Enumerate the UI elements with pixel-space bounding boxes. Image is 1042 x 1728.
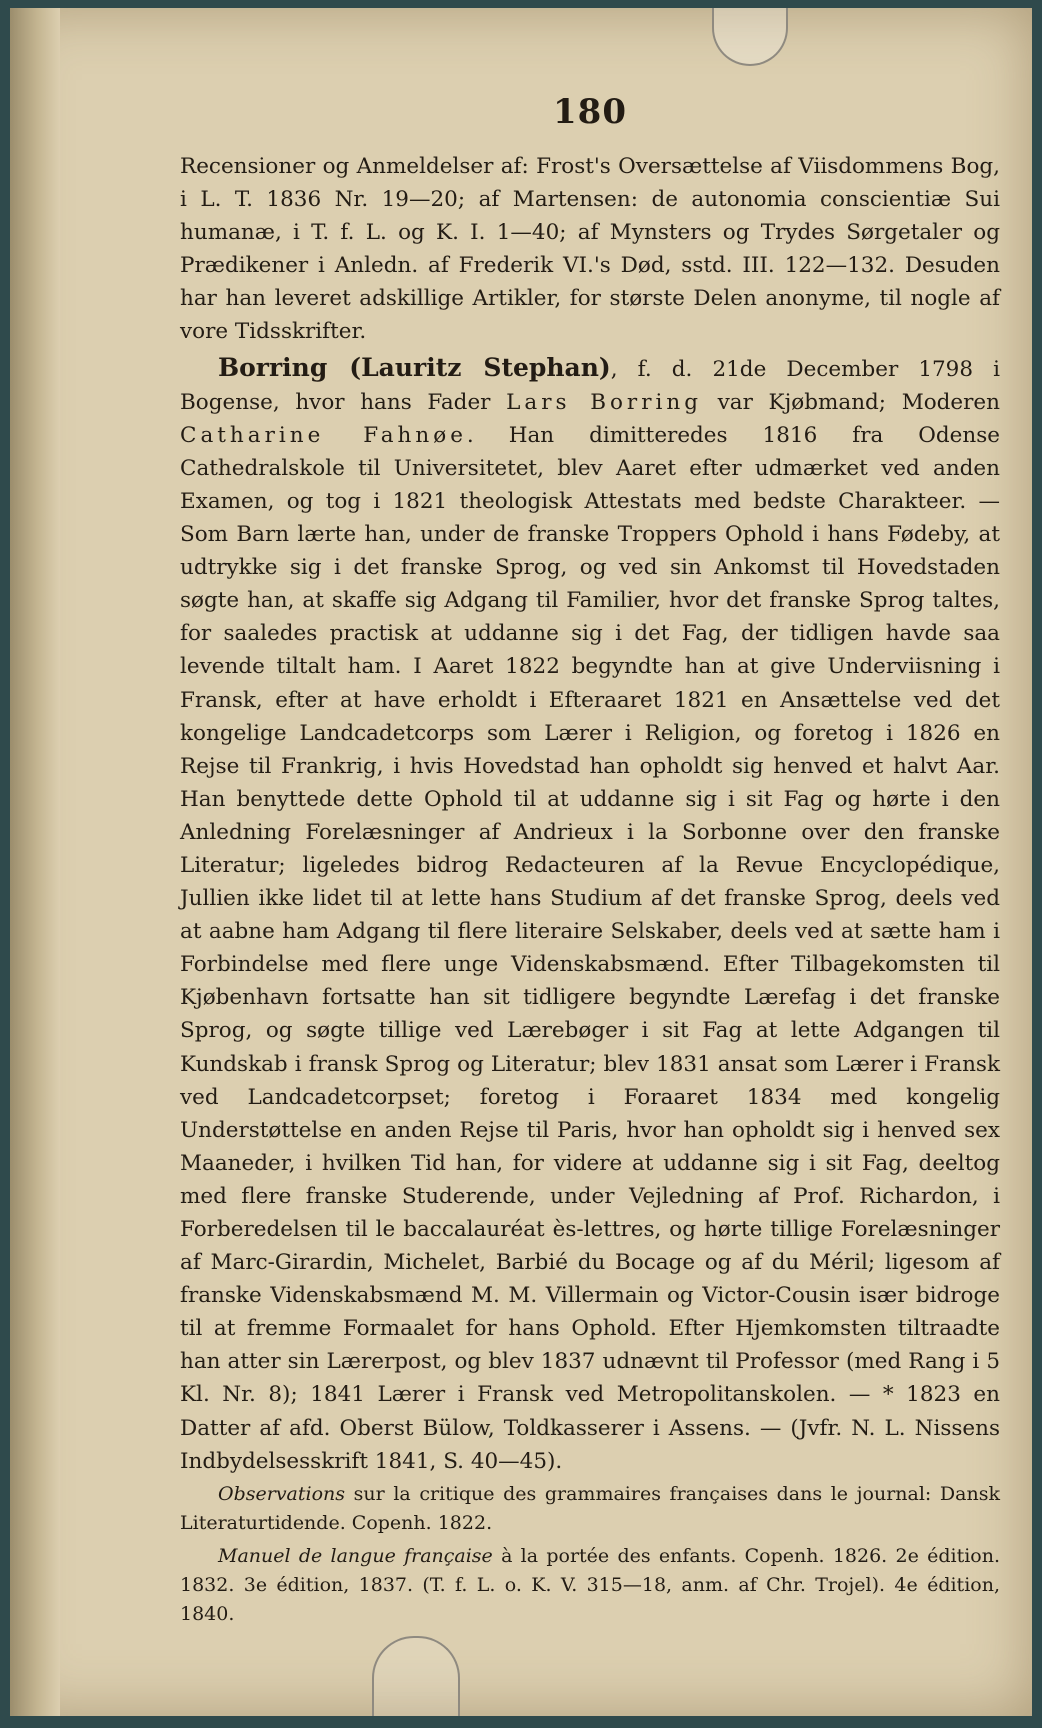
- work-title: Observations: [218, 1482, 346, 1505]
- work-details: sur la critique des grammaires françaises dans le journal: Dansk Literaturtidende. Copenh. 1822.: [180, 1482, 1000, 1534]
- page-number: 180: [553, 92, 627, 132]
- biography-entry: [180, 351, 1000, 1478]
- intro-paragraph: Recensioner og Anmeldelser af: Frost's Oversættelse af Viisdommens Bog, i L. T. 1836 Nr. 19—20; af Martensen: de autonomia conscientiæ Sui humanæ, i T. f. L. og K. I. 1—40; af Mynsters og Trydes Sørgetaler og Prædikener i Anledn. af Frederik VI.'s Død, sstd. III. 122—132. Desuden har han leveret adskillige Artikler, for største Delen anonyme, til nogle af vore Tidsskrifter.: [180, 154, 1000, 345]
- entry-mother-name: Catharine Fahnøe: [180, 422, 467, 448]
- book-spine-shadow: [10, 8, 60, 1716]
- book-page: [10, 8, 1032, 1716]
- work-title: Manuel de langue française: [218, 1544, 493, 1567]
- entry-headword: Borring (Lauritz Stephan): [218, 352, 611, 382]
- page-content: [180, 92, 1000, 1629]
- work-details: à la portée des enfants. Copenh. 1826. 2e édition. 1832. 3e édition, 1837. (T. f. L. o. K. V. 315—18, anm. af Chr. Trojel). 4e édition, 1840.: [180, 1544, 1000, 1625]
- page-clip-top: [712, 8, 788, 66]
- page-clip-bottom: [372, 1636, 460, 1716]
- entry-text-a: , f. d. 21de December 1798 i Bogense, hvor hans Fader: [180, 356, 1000, 415]
- entry-text-b: var Kjøbmand; Moderen: [701, 389, 1000, 415]
- entry-father-name: Lars Borring: [506, 389, 702, 415]
- entry-text-c: . Han dimitteredes 1816 fra Odense Cathedralskole til Universitetet, blev Aaret efter udmærket ved anden Examen, og tog i 1821 theologisk Attestats med bedste Charakteer. — Som Barn lærte han, under de franske Troppers Ophold i hans Fødeby, at udtrykke sig i det franske Sprog, og ved sin Ankomst til Hovedstaden søgte han, at skaffe sig Adgang til Familier, hvor det franske Sprog taltes, for saaledes practisk at uddanne sig i det Fag, der tidligen havde saa levende tiltalt ham. I Aaret 1822 begyndte han at give Underviisning i Fransk, efter at have erholdt i Efteraaret 1821 en Ansættelse ved det kongelige Landcadetcorps som Lærer i Religion, og foretog i 1826 en Rejse til Frankrig, i hvis Hovedstad han opholdt sig henved et halvt Aar. Han benyttede dette Ophold til at uddanne sig i sit Fag og hørte i den Anledning Forelæsninger af Andrieux i la Sorbonne over den franske Literatur; ligeledes bidrog Redacteuren af la Revue Encyclopédique, Jullien ikke lidet til at lette hans Studium af det franske Sprog, deels ved at aabne ham Adgang til flere literaire Selskaber, deels ved at sætte ham i Forbindelse med flere unge Videnskabsmænd. Efter Tilbagekomsten til Kjøbenhavn fortsatte han sit tidligere begyndte Lærefag i det franske Sprog, og søgte tillige ved Lærebøger i sit Fag at lette Adgangen til Kundskab i fransk Sprog og Literatur; blev 1831 ansat som Lærer i Fransk ved Landcadetcorpset; foretog i Foraaret 1834 med kongelig Understøttelse en anden Rejse til Paris, hvor han opholdt sig i henved sex Maaneder, i hvilken Tid han, for videre at uddanne sig i sit Fag, deeltog med flere franske Studerende, under Vejledning af Prof. Richardon, i Forberedelsen til le baccalauréat ès-lettres, og hørte tillige Forelæsninger af Marc-Girardin, Michelet, Barbié du Bocage og af du Méril; ligesom af franske Videnskabsmænd M. M. Villermain og Victor-Cousin især bidroge til at fremme Formaalet for hans Ophold. Efter Hjemkomsten tiltraadte han atter sin Lærerpost, og blev 1837 udnævnt til Professor (med Rang i 5 Kl. Nr. 8); 1841 Lærer i Fransk ved Metropolitanskolen. — * 1823 en Datter af afd. Oberst Bülow, Toldkasserer i Assens. — (Jvfr. N. L. Nissens Indbydelsesskrift 1841, S. 40—45).: [180, 422, 1000, 1474]
- work-item: [180, 1542, 1000, 1629]
- work-item: [180, 1480, 1000, 1538]
